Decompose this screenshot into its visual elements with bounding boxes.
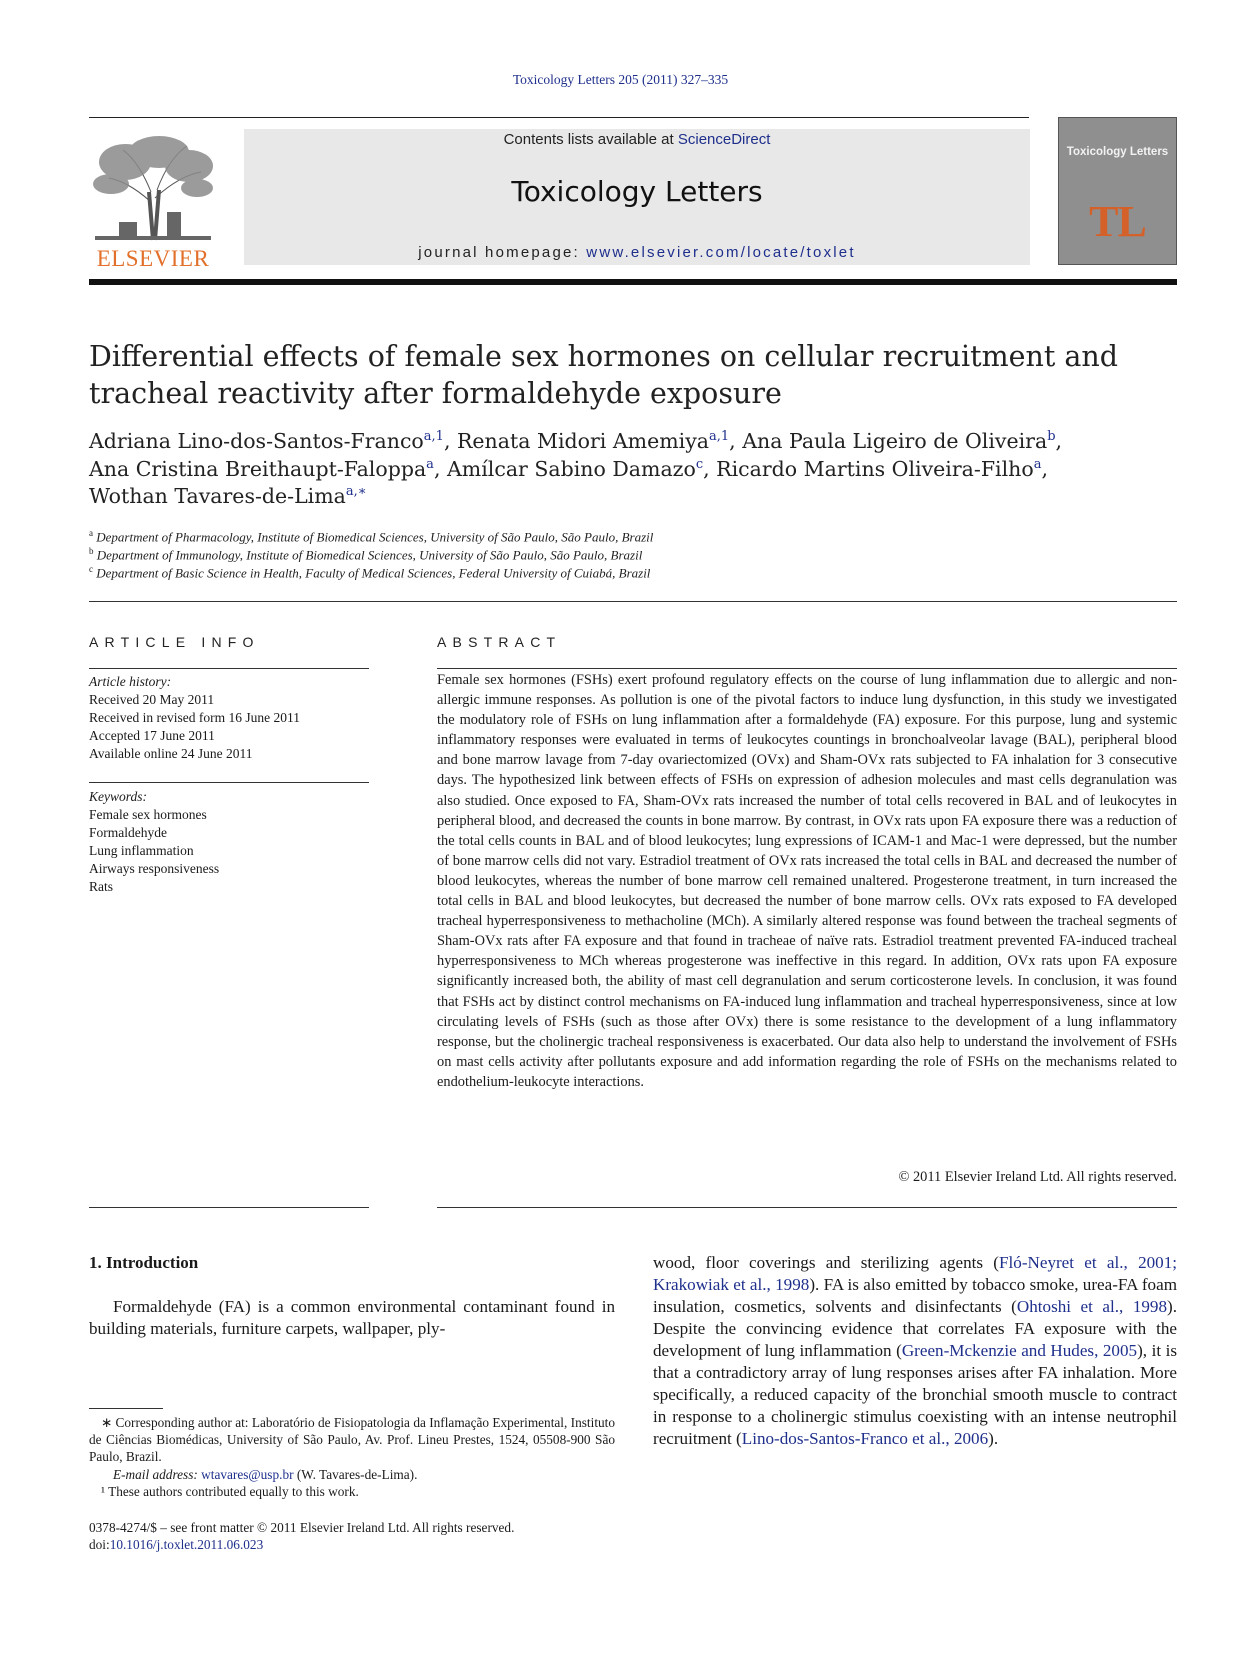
- journal-homepage: [244, 244, 1030, 261]
- introduction-left-text: Formaldehyde (FA) is a common environmental contaminant found in building materials, furniture carpets, wallpaper, ply-: [89, 1297, 615, 1338]
- footnote-email: [113, 1466, 613, 1483]
- intro-text-segment: ). FA is also emitted by tobacco smoke, urea-FA foam insulation, cosmetics, solvents and disinfectants (: [653, 1275, 1177, 1316]
- keywords-rule: [89, 782, 369, 783]
- author-affiliation-mark[interactable]: a: [1033, 456, 1042, 472]
- history-received: Received 20 May 2011: [89, 692, 215, 707]
- keyword: Lung inflammation: [89, 843, 194, 858]
- doi-line: [89, 1536, 689, 1553]
- abstract-bottom-rule: [437, 1207, 1177, 1208]
- introduction-heading: 1. Introduction: [89, 1253, 199, 1272]
- homepage-link[interactable]: www.elsevier.com/locate/toxlet: [586, 244, 856, 261]
- keyword: Formaldehyde: [89, 825, 167, 840]
- author-list: [89, 428, 1189, 511]
- keyword: Female sex hormones: [89, 807, 207, 822]
- footnote-corresponding: ∗ Corresponding author at: Laboratório de Fisiopatologia da Inflamação Experimental, Instituto de Ciências Biomédicas, University of São Paulo, Av. Prof. Lineu Prestes, 1524, 05508-900 São Paulo, Brazil.: [89, 1415, 615, 1465]
- affiliation-text: Department of Basic Science in Health, Faculty of Medical Sciences, Federal University of Cuiabá, Brazil: [96, 565, 651, 581]
- author-name[interactable]: Ricardo Martins Oliveira-Filho: [716, 456, 1034, 481]
- keyword: Airways responsiveness: [89, 861, 220, 876]
- author-name[interactable]: Adriana Lino-dos-Santos-Franco: [89, 429, 424, 453]
- intro-text-segment: ). Despite the convincing evidence that correlates FA exposure with the development of lung inflammation (: [653, 1297, 1177, 1360]
- citation-link[interactable]: Ohtoshi et al., 1998: [1016, 1297, 1168, 1316]
- citation-link[interactable]: Fló-Neyret et al., 2001; Krakowiak et al., 1998: [653, 1253, 1178, 1294]
- history-label: Article history:: [89, 674, 172, 689]
- affiliation: [89, 564, 1189, 581]
- author-affiliation-mark[interactable]: b: [1047, 429, 1056, 445]
- keywords: [89, 788, 379, 896]
- author-separator: ,: [1055, 429, 1063, 453]
- header-thick-rule: [89, 279, 1177, 285]
- abstract-text: Female sex hormones (FSHs) exert profound regulatory effects on the course of lung inflammation due to allergic and non-allergic immune responses. As pollution is one of the pivotal factors to induce lung dysfunction, in this study we investigated the modulatory role of FSHs on lung inflammation after a formaldehyde (FA) exposure. For this purpose, lung and systemic inflammatory responses were evaluated in terms of leukocytes countings in bronchoalveolar lavage (BAL), peripheral blood and bone marrow lavage from 7-day ovariectomized (OVx) and Sham-OVx rats subjected to FA inhalation for 3 consecutive days. The hypothesized link between effects of FSHs on expression of adhesion molecules and mast cells degranulation was also studied. Once exposed to FA, Sham-OVx rats increased the number of total cells recovered in BAL and of leukocytes in peripheral blood, and decreased the counts in bone marrow. By contrast, in OVx rats upon FA exposure there was a reduction of the total cells counts in BAL and of blood leukocytes; lung expressions of ICAM-1 and Mac-1 were depressed, but the number of bone marrow cells did not vary. Estradiol treatment of OVx rats increased the total cells in BAL and decreased the number of blood leukocytes, whereas the number of bone marrow cell remained unaltered. Progesterone treatment, in turn increased the total cells in BAL and blood leukocytes, but decreased the number of bone marrow cells. OVx rats exposed to FA developed tracheal hyperresponsiveness to methacholine (MCh). A similarly altered response was found between the tracheal segments of Sham-OVx rats after FA exposure and that found in tracheae of naïve rats. Estradiol treatment prevented FA-induced tracheal hyperresponsiveness to MCh whereas progesterone was ineffective in this regard. In addition, OVx rats upon FA exposure significantly increased both, the ability of mast cell degranulation and serum corticosterone levels. In conclusion, it was found that FSHs act by distinct control mechanisms on FA-induced lung inflammation and tracheal hyperresponsiveness, since at low circulating levels of FSHs (such as those after OVx) there is some resistance to the development of a lung inflammatory response, but the cholinergic tracheal responsiveness is exacerbated. Our data also help to understand the involvement of FSHs on mast cells activity after pollutants exposure and add information regarding the role of FSHs on the mechanisms related to endothelium-leukocyte interactions.: [437, 672, 1177, 1090]
- elsevier-tree-icon: [89, 132, 217, 244]
- author-affiliation-mark[interactable]: a,1: [423, 429, 444, 445]
- affiliation: [89, 546, 1189, 563]
- footnote-equal-contribution: ¹ These authors contributed equally to this work.: [101, 1484, 359, 1499]
- intro-text-segment: ), it is that a contradictory array of lung responses arises after FA inhalation. More specifically, a reduced capacity of the bronchial smooth muscle to contract in response to a cholinergic stimulus coexisting with an intense neutrophil recruitment (: [653, 1341, 1177, 1448]
- affiliation-text: Department of Immunology, Institute of Biomedical Sciences, University of São Paulo, São Paulo, Brazil: [96, 547, 643, 563]
- author-name[interactable]: Renata Midori Amemiya: [456, 429, 710, 453]
- author-separator: ,: [703, 456, 717, 481]
- author-name[interactable]: Wothan Tavares-de-Lima: [89, 484, 346, 508]
- keyword: Rats: [89, 879, 114, 894]
- affiliation-mark: a: [89, 528, 93, 538]
- email-label: E-mail address:: [113, 1467, 198, 1482]
- history-revised: Received in revised form 16 June 2011: [89, 710, 300, 725]
- email-link[interactable]: wtavares@usp.br: [201, 1467, 294, 1482]
- doi-label: doi:: [89, 1537, 110, 1553]
- issn-line: 0378-4274/$ – see front matter © 2011 Elsevier Ireland Ltd. All rights reserved.: [89, 1520, 515, 1535]
- affiliation-text: Department of Pharmacology, Institute of Biomedical Sciences, University of São Paulo, São Paulo, Brazil: [96, 529, 654, 545]
- author-affiliation-mark[interactable]: a: [426, 456, 434, 472]
- affiliation-mark: c: [89, 564, 93, 574]
- author-name[interactable]: Ana Cristina Breithaupt-Faloppa: [89, 456, 427, 481]
- email-owner: (W. Tavares-de-Lima).: [296, 1467, 418, 1482]
- sciencedirect-link[interactable]: ScienceDirect: [677, 131, 771, 148]
- author-separator: ,: [729, 429, 743, 453]
- author-separator: ,: [1041, 456, 1048, 481]
- front-matter: [89, 1519, 689, 1554]
- journal-title: Toxicology Letters: [511, 175, 763, 208]
- abstract-heading: ABSTRACT: [437, 634, 562, 650]
- article-title: Differential effects of female sex hormones on cellular recruitment and tracheal reactivity after formaldehyde exposure: [89, 340, 1118, 410]
- journal-banner: [244, 129, 1030, 265]
- keywords-label: Keywords:: [89, 789, 147, 804]
- abstract-rule: [437, 668, 1177, 669]
- article-info-rule: [89, 668, 369, 669]
- author-separator: ,: [433, 456, 447, 481]
- author-affiliation-mark[interactable]: c: [695, 456, 704, 472]
- article-history: [89, 673, 379, 763]
- journal-cover-thumbnail[interactable]: [1058, 117, 1177, 265]
- author-separator: ,: [443, 429, 457, 453]
- cover-title: Toxicology Letters: [1066, 146, 1169, 158]
- author-name[interactable]: Amílcar Sabino Damazo: [446, 456, 696, 481]
- publisher-logo-text: ELSEVIER: [96, 246, 210, 271]
- history-online: Available online 24 June 2011: [89, 746, 253, 761]
- introduction-right-text: [653, 1252, 1177, 1450]
- intro-text-segment: ).: [988, 1429, 999, 1448]
- contents-line: [244, 131, 1030, 148]
- affiliation-mark: b: [89, 546, 94, 556]
- corresponding-author-mark[interactable]: a,∗: [345, 484, 367, 500]
- intro-text-segment: wood, floor coverings and sterilizing agents (: [653, 1253, 1000, 1272]
- cover-initials: TL: [1089, 197, 1146, 246]
- article-info-bottom-rule: [89, 1207, 369, 1208]
- doi-link[interactable]: 10.1016/j.toxlet.2011.06.023: [109, 1537, 264, 1553]
- article-info-heading: ARTICLE INFO: [89, 634, 260, 650]
- history-accepted: Accepted 17 June 2011: [89, 728, 215, 743]
- author-affiliation-mark[interactable]: a,1: [709, 429, 730, 445]
- contents-prefix: Contents lists available at: [503, 131, 674, 148]
- citation-link[interactable]: Green-Mckenzie and Hudes, 2005: [901, 1341, 1138, 1360]
- footnote-rule: [89, 1408, 163, 1409]
- homepage-prefix: journal homepage:: [418, 244, 580, 261]
- citation-link[interactable]: Lino-dos-Santos-Franco et al., 2006: [741, 1429, 989, 1448]
- section-divider: [89, 601, 1177, 602]
- author-name[interactable]: Ana Paula Ligeiro de Oliveira: [742, 429, 1048, 453]
- header-rule: [89, 117, 1029, 118]
- journal-citation[interactable]: Toxicology Letters 205 (2011) 327–335: [512, 72, 729, 87]
- abstract-copyright: © 2011 Elsevier Ireland Ltd. All rights reserved.: [898, 1169, 1177, 1185]
- affiliation: [89, 528, 1189, 545]
- elsevier-logo[interactable]: [89, 132, 217, 272]
